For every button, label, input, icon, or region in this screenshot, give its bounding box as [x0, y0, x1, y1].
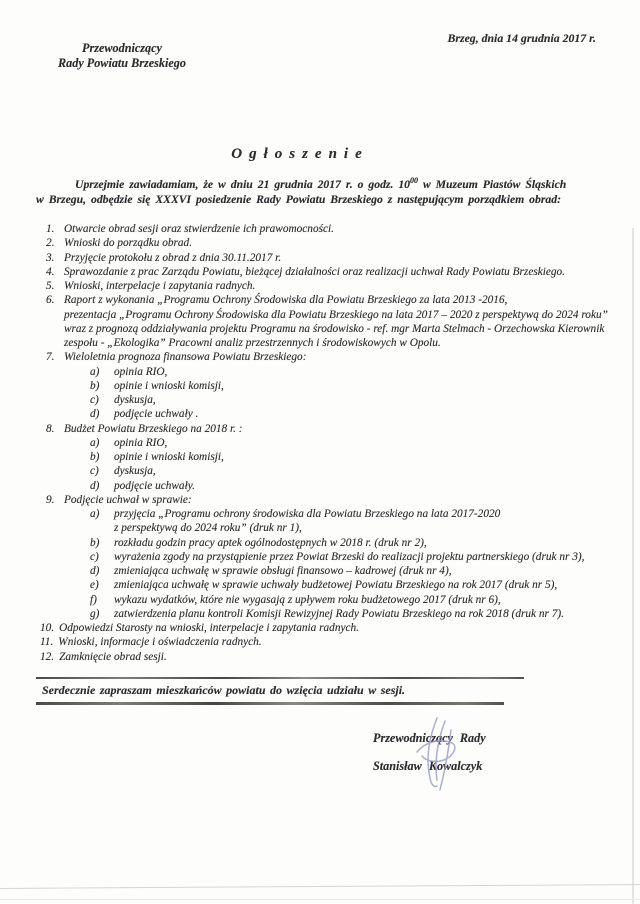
- sender-block: [34, 41, 210, 70]
- item-text: Budżet Powiatu Brzeskiego na 2018 r. :: [64, 422, 243, 435]
- item-text: Odpowiedzi Starosty na wnioski, interpelacje i zapytania radnych.: [59, 622, 359, 634]
- agenda-item: [38, 222, 624, 236]
- sender-title: Przewodniczący: [82, 41, 162, 55]
- item-number: 10.: [40, 622, 55, 634]
- item-text: [114, 507, 624, 536]
- item-letter: a): [90, 508, 100, 520]
- agenda-sub-item: [90, 450, 624, 464]
- agenda-sub-item: [90, 578, 624, 592]
- agenda-sub-item: [90, 393, 624, 407]
- item-letter: a): [90, 365, 100, 378]
- item-text: Podjęcie uchwał w sprawie:: [64, 493, 192, 506]
- item-text: podjęcie uchwały .: [114, 408, 199, 421]
- item-text: Wieloletnia prognoza finansowa Powiatu Brzeskiego:: [64, 351, 307, 364]
- item-number: 7.: [46, 351, 55, 364]
- item-text: Przyjęcie protokołu z obrad z dnia 30.11.2017 r.: [64, 251, 282, 264]
- agenda-item: [38, 635, 624, 649]
- item-number: 4.: [46, 265, 55, 278]
- agenda-sub-item: [90, 564, 624, 578]
- agenda-sub-item: [90, 593, 624, 607]
- item-letter: f): [90, 593, 97, 606]
- item-text: zmieniająca uchwałę w sprawie obsługi finansowo – kadrowej (druk nr 4),: [114, 565, 452, 577]
- item-text-line: Raport z wykonania „Programu Ochrony Środowiska dla Powiatu Brzeskiego za lata 2013 -2016,: [64, 294, 508, 307]
- agenda-item: [38, 493, 624, 507]
- intro-line-2: w Brzegu, odbędzie się XXXVI posiedzenie Rady Powiatu Brzeskiego z następującym porządkiem obrad:: [36, 193, 561, 206]
- item-letter: d): [90, 479, 100, 492]
- page-edge-bottom-cut: [0, 899, 640, 900]
- agenda-sub-item: [90, 507, 624, 536]
- signature-block: [373, 731, 486, 774]
- item-letter: b): [90, 536, 100, 549]
- invitation-banner: [36, 677, 524, 705]
- agenda-item: [38, 293, 624, 350]
- item-number: 2.: [46, 237, 55, 250]
- page-edge-bottom-shadow: [0, 884, 640, 889]
- agenda-item: [38, 236, 624, 250]
- item-number: 8.: [46, 422, 55, 435]
- item-text: rozkładu godzin pracy aptek ogólnodostępnych w 2018 r. (druk nr 2),: [114, 536, 427, 549]
- item-number: 11.: [40, 636, 54, 649]
- item-letter: c): [90, 465, 99, 478]
- intro-paragraph: [36, 177, 626, 207]
- agenda-item: [38, 265, 624, 279]
- item-text: Wnioski, informacje i oświadczenia radnych.: [58, 636, 262, 649]
- agenda-sub-item: [90, 607, 624, 621]
- intro-line-1: [36, 177, 626, 192]
- agenda-item: [38, 279, 624, 293]
- invitation-text: Serdecznie zapraszam mieszkańców powiatu do wzięcia udziału w sesji.: [42, 683, 406, 698]
- agenda-sub-item: [90, 407, 624, 421]
- item-text: opinia RIO,: [114, 436, 168, 449]
- item-text: zatwierdzenia planu kontroli Komisji Rewizyjnej Rady Powiatu Brzeskiego na rok 2018 (druk nr 7).: [114, 607, 564, 620]
- item-text: Wnioski, interpelacje i zapytania radnych.: [64, 280, 256, 292]
- item-text-line: wraz z prognozą oddziaływania projektu Programu na środowisko - ref. mgr Marta Stelmach - Orzechowska Kierownik: [64, 322, 605, 335]
- item-text: opinie i wnioski komisji,: [114, 379, 224, 392]
- time-superscript: 00: [410, 176, 419, 186]
- page-edge-right: [632, 228, 634, 904]
- agenda-sub-item: [90, 479, 624, 493]
- item-text: dyskusja,: [114, 465, 156, 478]
- item-text: opinia RIO,: [114, 365, 168, 378]
- item-number: 6.: [46, 294, 55, 307]
- item-number: 1.: [46, 223, 55, 235]
- item-letter: b): [90, 451, 100, 463]
- intro-text-before-time: Uprzejmie zawiadamiam, że w dniu 21 grudnia 2017 r. o godz. 10: [75, 178, 411, 191]
- item-letter: c): [90, 550, 99, 563]
- agenda-list: [38, 222, 624, 664]
- item-text-line: z perspektywą do 2024 roku” (druk nr 1),: [114, 522, 302, 535]
- sender-organization: Rady Powiatu Brzeskiego: [58, 55, 186, 70]
- item-text-line: prezentacja „Programu Ochrony Środowiska dla Powiatu Brzeskiego na lata 2017 – 2020 z perspektywą do 2024 roku”: [64, 308, 608, 321]
- signature-name: Stanisław Kowalczyk: [373, 759, 483, 773]
- agenda-sub-item: [90, 436, 624, 450]
- intro-text-after-time: w Muzeum Piastów Śląskich: [418, 178, 567, 191]
- item-text-line: przyjęcia „Programu ochrony środowiska dla Powiatu Brzeskiego na lata 2017-2020: [114, 508, 501, 520]
- item-text: Otwarcie obrad sesji oraz stwierdzenie ich prawomocności.: [64, 223, 334, 235]
- item-letter: e): [90, 579, 99, 592]
- agenda-sub-item: [90, 365, 624, 379]
- agenda-sub-item: [90, 536, 624, 550]
- document-title: Ogłoszenie: [231, 146, 369, 162]
- item-text: zmieniająca uchwałę w sprawie uchwały budżetowej Powiatu Brzeskiego na rok 2017 (druk nr 5),: [114, 579, 558, 592]
- item-text: Zamknięcie obrad sesji.: [59, 650, 167, 663]
- item-text: dyskusja,: [114, 394, 156, 406]
- item-letter: b): [90, 379, 100, 392]
- item-text: podjęcie uchwały.: [114, 479, 195, 492]
- agenda-sub-item: [90, 550, 624, 564]
- agenda-item: [38, 650, 624, 664]
- agenda-sub-item: [90, 379, 624, 393]
- item-letter: c): [90, 394, 99, 406]
- item-text: wykazu wydatków, które nie wygasają z upływem roku budżetowego 2017 (druk nr 6),: [114, 593, 501, 606]
- item-text: Wnioski do porządku obrad.: [64, 237, 193, 250]
- dateline: Brzeg, dnia 14 grudnia 2017 r.: [447, 31, 596, 45]
- item-number: 12.: [40, 650, 55, 663]
- item-text: opinie i wnioski komisji,: [114, 451, 224, 463]
- item-text: Sprawozdanie z prac Zarządu Powiatu, bieżącej działalności oraz realizacji uchwał Rady Powiatu Brzeskiego.: [64, 265, 566, 278]
- signature-role: Przewodniczący Rady: [373, 731, 486, 745]
- item-number: 3.: [46, 251, 55, 264]
- divider-bottom-rule: [36, 702, 504, 704]
- agenda-item: [38, 422, 624, 436]
- item-text-line: zespołu - „Ekologika” Pracowni analiz przestrzennych i środowiskowych w Opolu.: [64, 337, 441, 349]
- item-letter: a): [90, 436, 100, 449]
- item-letter: d): [90, 408, 100, 421]
- item-letter: d): [90, 565, 100, 577]
- agenda-item: [38, 251, 624, 265]
- item-number: 9.: [46, 493, 55, 506]
- item-text: wyrażenia zgody na przystąpienie przez Powiat Brzeski do realizacji projektu partnerskiego (druk nr 3),: [114, 550, 585, 563]
- agenda-sub-item: [90, 464, 624, 478]
- agenda-item: [38, 621, 624, 635]
- item-number: 5.: [46, 280, 55, 292]
- item-text: [64, 293, 624, 350]
- item-letter: g): [90, 607, 100, 620]
- agenda-item: [38, 350, 624, 364]
